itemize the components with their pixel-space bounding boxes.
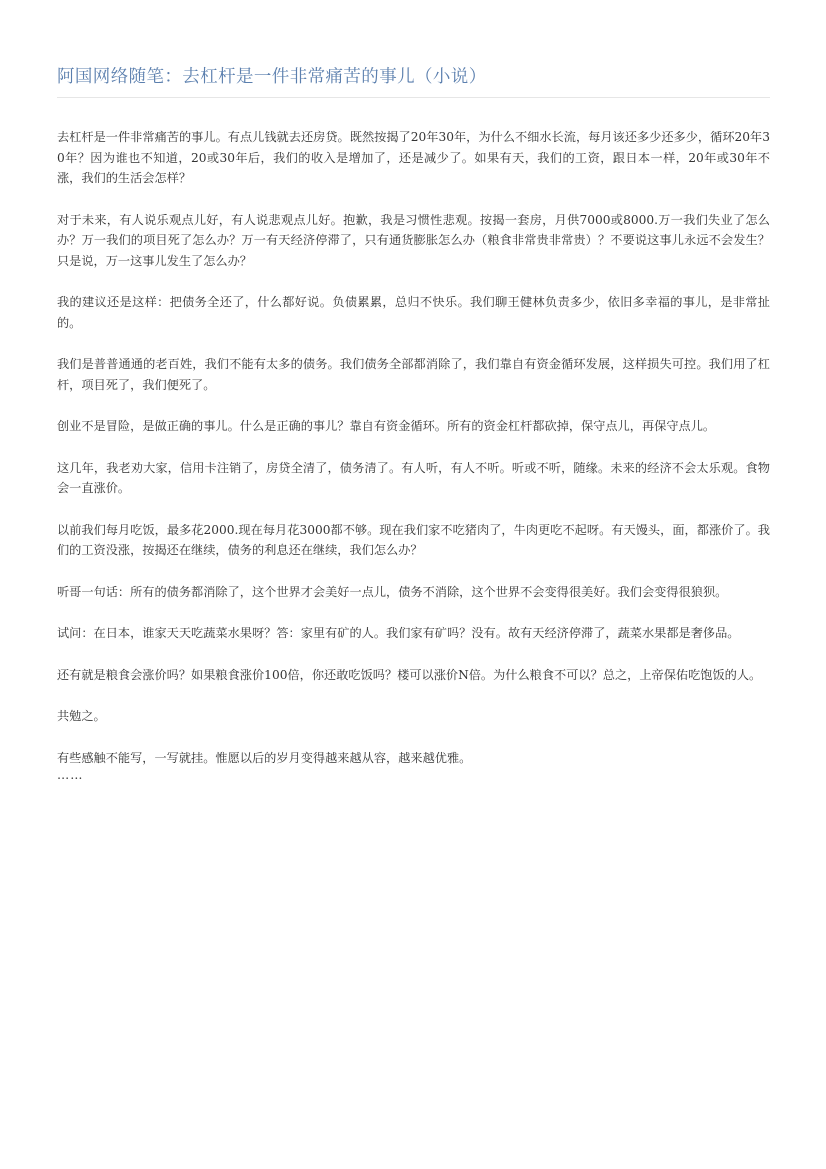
paragraph-3: 我的建议还是这样：把债务全还了，什么都好说。负债累累，总归不快乐。我们聊王健林负责多少，依旧多幸福的事儿，是非常扯的。	[57, 295, 770, 330]
paragraph-9: 试问：在日本，谁家天天吃蔬菜水果呀？答：家里有矿的人。我们家有矿吗？没有。故有天经济停滞了，蔬菜水果都是奢侈品。	[57, 626, 740, 640]
article-page	[57, 0, 770, 782]
paragraph-7: 以前我们每月吃饭，最多花2000.现在每月花3000都不够。现在我们家不吃猪肉了，牛肉更吃不起呀。有天馒头，面，都涨价了。我们的工资没涨，按揭还在继续，债务的利息还在继续，我们怎么办？	[57, 522, 770, 557]
paragraph-10: 还有就是粮食会涨价吗？如果粮食涨价100倍，你还敢吃饭吗？楼可以涨价N倍。为什么粮食不可以？总之，上帝保佑吃饱饭的人。	[57, 667, 762, 682]
paragraph-4: 我们是普普通通的老百姓，我们不能有太多的债务。我们债务全部都消除了，我们靠自有资金循环发展，这样损失可控。我们用了杠杆，项目死了，我们便死了。	[57, 357, 770, 392]
article-title: 阿国网络随笔：去杠杆是一件非常痛苦的事儿（小说）	[57, 67, 487, 87]
closing-line: 有些感触不能写，一写就挂。惟愿以后的岁月变得越来越从容，越来越优雅。	[57, 750, 472, 765]
article-body	[57, 98, 770, 782]
paragraph-2: 对于未来，有人说乐观点儿好，有人说悲观点儿好。抱歉，我是习惯性悲观。按揭一套房，月供7000或8000.万一我们失业了怎么办？万一我们的项目死了怎么办？万一有天经济停滞了，只有通货膨胀怎么办（粮食非常贵非常贵）？不要说这事儿永远不会发生？只是说，万一这事儿发生了怎么办？	[57, 212, 770, 268]
ellipsis: ……	[57, 768, 84, 782]
paragraph-11: 共勉之。	[57, 709, 106, 723]
paragraph-6: 这几年，我老劝大家，信用卡注销了，房贷全清了，债务清了。有人听，有人不听。听或不听，随缘。未来的经济不会太乐观。食物会一直涨价。	[57, 460, 770, 495]
paragraph-8: 听哥一句话：所有的债务都消除了，这个世界才会美好一点儿，债务不消除，这个世界不会变得很美好。我们会变得很狼狈。	[57, 584, 728, 599]
paragraph-1: 去杠杆是一件非常痛苦的事儿。有点儿钱就去还房贷。既然按揭了20年30年，为什么不细水长流，每月该还多少还多少，循环20年30年？因为谁也不知道，20或30年后，我们的收入是增加了，还是减少了。如果有天，我们的工资，跟日本一样，20年或30年不涨，我们的生活会怎样？	[57, 130, 770, 185]
paragraph-5: 创业不是冒险，是做正确的事儿。什么是正确的事儿？靠自有资金循环。所有的资金杠杆都砍掉，保守点儿，再保守点儿。	[57, 419, 716, 433]
